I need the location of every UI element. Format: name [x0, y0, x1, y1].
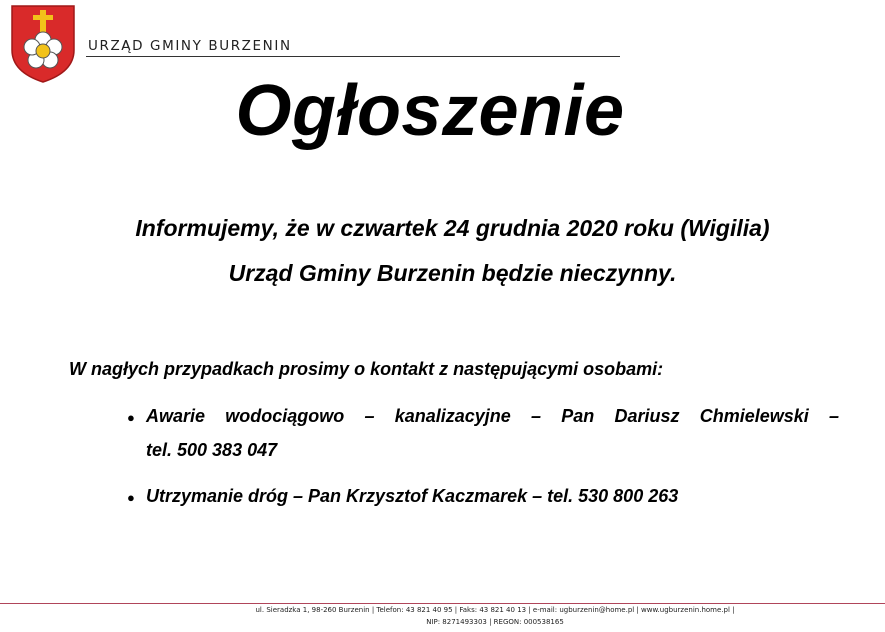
footer-divider [0, 603, 885, 604]
bullet-icon: ● [127, 410, 135, 425]
footer-address: ul. Sieradzka 1, 98-260 Burzenin | Telefon: 43 821 40 95 | Faks: 43 821 40 13 | e-mail: ugburzenin@home.pl | www.ugburzenin.home.pl | [255, 606, 735, 614]
contact-road-maintenance: Utrzymanie dróg – Pan Krzysztof Kaczmarek – tel. 530 800 263 [146, 486, 679, 506]
header-divider [86, 56, 620, 57]
emergency-intro: W nagłych przypadkach prosimy o kontakt z następującymi osobami: [69, 359, 664, 379]
contact-water-sewage-phone: tel. 500 383 047 [146, 440, 278, 460]
bullet-icon: ● [127, 490, 135, 505]
contact-water-sewage: Awarie wodociągowo – kanalizacyjne – Pan Dariusz Chmielewski – [146, 406, 839, 426]
office-name: URZĄD GMINY BURZENIN [88, 38, 292, 54]
closure-info-line-2: Urząd Gminy Burzenin będzie nieczynny. [228, 260, 677, 286]
closure-info-line-1: Informujemy, że w czwartek 24 grudnia 2020 roku (Wigilia) [135, 215, 770, 241]
footer-tax-ids: NIP: 8271493303 | REGON: 000538165 [426, 618, 564, 626]
page-title: Ogłoszenie [235, 71, 625, 151]
